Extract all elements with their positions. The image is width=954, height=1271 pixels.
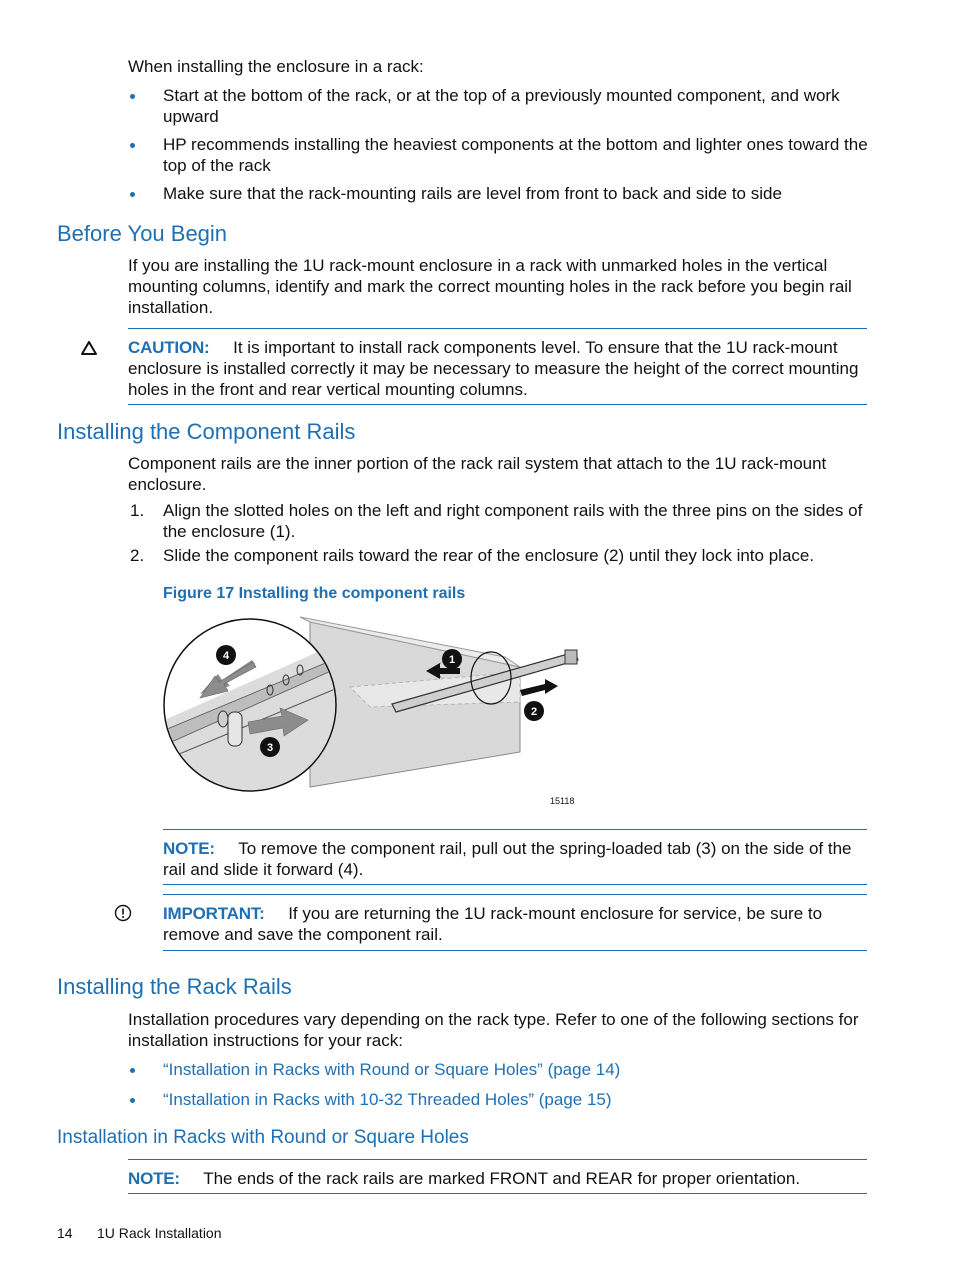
important-exclamation-icon — [114, 904, 132, 927]
heading-rack-rails: Installing the Rack Rails — [57, 974, 292, 999]
important-top-rule — [163, 894, 867, 895]
intro-bullet-1: Start at the bottom of the rack, or at the top of a previously mounted component, and work upward — [163, 86, 840, 126]
heading-component-rails: Installing the Component Rails — [57, 419, 356, 444]
note-text: To remove the component rail, pull out the spring-loaded tab (3) on the side of the rail and slide it forward (4). — [163, 839, 852, 879]
bullet-marker — [130, 1098, 135, 1103]
important-label: IMPORTANT: — [163, 904, 265, 923]
link-threaded-holes[interactable]: “Installation in Racks with 10-32 Threaded Holes” (page 15) — [163, 1090, 612, 1109]
rack-note-bottom-rule — [128, 1193, 867, 1194]
caution-top-rule — [128, 328, 867, 329]
figure-id: 15118 — [550, 796, 575, 806]
important-text: If you are returning the 1U rack-mount enclosure for service, be sure to remove and save the component rail. — [163, 904, 823, 944]
important-bottom-rule — [163, 950, 867, 951]
link-round-square-holes[interactable]: “Installation in Racks with Round or Square Holes” (page 14) — [163, 1060, 621, 1079]
rack-note-top-rule — [128, 1159, 867, 1160]
page-number: 14 — [57, 1225, 73, 1241]
rack-note-text: The ends of the rack rails are marked FRONT and REAR for proper orientation. — [203, 1169, 801, 1188]
note-label: NOTE: — [163, 839, 215, 858]
intro-bullet-2: HP recommends installing the heaviest components at the bottom and lighter ones toward the top of the rack — [163, 135, 868, 175]
caution-bottom-rule — [128, 404, 867, 405]
component-body: Component rails are the inner portion of the rack rail system that attach to the 1U rack-mount enclosure. — [128, 454, 827, 494]
important-block — [163, 903, 871, 945]
callout-4: 4 — [222, 650, 230, 662]
callout-3: 3 — [266, 742, 274, 754]
callout-2: 2 — [530, 706, 538, 718]
rack-body: Installation procedures vary depending on the rack type. Refer to one of the following sections for installation instructions for your rack: — [128, 1010, 859, 1050]
subheading-round-square-holes: Installation in Racks with Round or Square Holes — [57, 1127, 469, 1148]
rack-note-label: NOTE: — [128, 1169, 180, 1188]
step-text: Slide the component rails toward the rear of the enclosure (2) until they lock into place. — [163, 546, 815, 565]
heading-before-you-begin: Before You Begin — [57, 221, 228, 246]
before-body: If you are installing the 1U rack-mount enclosure in a rack with unmarked holes in the vertical mounting columns, identify and mark the correct mounting holes in the rack before you begin rail installation. — [128, 256, 852, 317]
intro-lead: When installing the enclosure in a rack: — [128, 57, 424, 76]
caution-block — [128, 337, 868, 400]
caution-triangle-icon — [80, 340, 98, 361]
bullet-marker — [130, 94, 135, 99]
note-top-rule — [163, 829, 867, 830]
bullet-marker — [130, 192, 135, 197]
intro-bullet-3: Make sure that the rack-mounting rails are level from front to back and side to side — [163, 184, 782, 203]
note-block — [163, 838, 868, 880]
figure-caption: Figure 17 Installing the component rails — [163, 585, 466, 602]
rack-note-block — [128, 1168, 868, 1189]
caution-text: It is important to install rack components level. To ensure that the 1U rack-mount enclosure is installed correctly it may be necessary to measure the height of the correct mounting holes in the front and rear vertical mounting columns. — [128, 338, 859, 399]
bullet-marker — [130, 1068, 135, 1073]
note-bottom-rule — [163, 884, 867, 885]
component-rails-illustration — [160, 612, 590, 812]
caution-label: CAUTION: — [128, 338, 210, 357]
footer-section-title: 1U Rack Installation — [97, 1225, 222, 1241]
callout-1: 1 — [448, 654, 456, 666]
step-text: Align the slotted holes on the left and right component rails with the three pins on the sides of the enclosure (1). — [163, 501, 863, 541]
step-number: 2. — [130, 546, 145, 565]
bullet-marker — [130, 143, 135, 148]
step-number: 1. — [130, 501, 145, 520]
